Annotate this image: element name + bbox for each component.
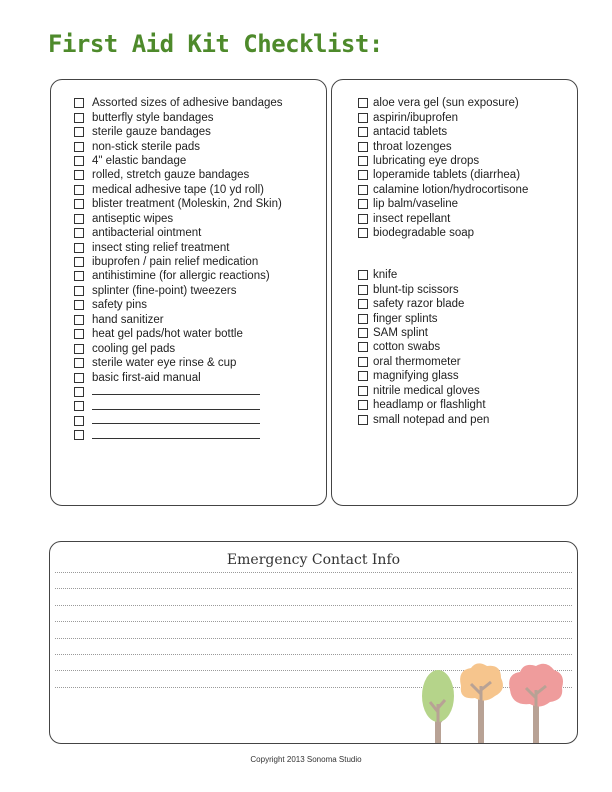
right-checklist-box xyxy=(331,79,578,506)
checklist-item-label: insect repellant xyxy=(373,212,451,225)
checklist-item xyxy=(358,96,528,110)
checklist-item-label: antacid tablets xyxy=(373,126,448,139)
left-checklist-box xyxy=(50,79,327,506)
checklist-item-label: throat lozenges xyxy=(373,140,452,153)
checklist-item xyxy=(74,313,283,327)
checklist-item-label: 4" elastic bandage xyxy=(92,154,187,167)
checklist-item xyxy=(358,398,489,412)
checklist-item xyxy=(74,240,283,254)
copyright-text: Copyright 2013 Sonoma Studio xyxy=(250,755,362,764)
checkbox[interactable] xyxy=(74,228,84,238)
checkbox[interactable] xyxy=(74,243,84,253)
checklist-item-label: aloe vera gel (sun exposure) xyxy=(373,97,519,110)
checkbox[interactable] xyxy=(74,286,84,296)
checkbox[interactable] xyxy=(358,98,368,108)
checklist-item-label: ibuprofen / pain relief medication xyxy=(92,256,259,269)
checklist-item xyxy=(358,183,528,197)
checklist-item-label: small notepad and pen xyxy=(373,413,490,426)
writing-line[interactable] xyxy=(55,588,572,589)
checklist-item-label: non-stick sterile pads xyxy=(92,140,201,153)
checklist-item-label: SAM splint xyxy=(373,326,428,339)
checkbox[interactable] xyxy=(74,358,84,368)
checklist-item-label: sterile water eye rinse & cup xyxy=(92,357,237,370)
writing-line[interactable] xyxy=(55,605,572,606)
checkbox[interactable] xyxy=(358,170,368,180)
checklist-item xyxy=(74,110,283,124)
checkbox[interactable] xyxy=(358,185,368,195)
checklist-item xyxy=(358,326,489,340)
checkbox[interactable] xyxy=(74,401,84,411)
checkbox[interactable] xyxy=(358,113,368,123)
checklist-item xyxy=(358,297,489,311)
checkbox[interactable] xyxy=(74,387,84,397)
checklist-item-label: biodegradable soap xyxy=(373,227,475,240)
checklist-item-label: heat gel pads/hot water bottle xyxy=(92,328,243,341)
checklist-item-label: cooling gel pads xyxy=(92,342,176,355)
checklist-item xyxy=(74,197,283,211)
checklist-item xyxy=(74,226,283,240)
checklist-item xyxy=(74,341,283,355)
checkbox[interactable] xyxy=(74,373,84,383)
checklist-item-label: aspirin/ibuprofen xyxy=(373,111,459,124)
checklist-item-label: safety razor blade xyxy=(373,298,465,311)
checklist-item-label: blister treatment (Moleskin, 2nd Skin) xyxy=(92,198,282,211)
checklist-item-label: lip balm/vaseline xyxy=(373,198,459,211)
checkbox[interactable] xyxy=(74,329,84,339)
checklist-item xyxy=(74,356,283,370)
checklist-item xyxy=(358,268,489,282)
checklist-item-label: sterile gauze bandages xyxy=(92,126,211,139)
checkbox[interactable] xyxy=(358,199,368,209)
checklist-item-label: splinter (fine-point) tweezers xyxy=(92,284,237,297)
checklist-item xyxy=(74,168,283,182)
checkbox[interactable] xyxy=(74,315,84,325)
checkbox[interactable] xyxy=(358,357,368,367)
checkbox[interactable] xyxy=(74,416,84,426)
checkbox[interactable] xyxy=(358,342,368,352)
checkbox[interactable] xyxy=(358,228,368,238)
checklist-item xyxy=(358,197,528,211)
left-checklist xyxy=(74,96,283,443)
checkbox[interactable] xyxy=(358,127,368,137)
checkbox[interactable] xyxy=(74,271,84,281)
checklist-item xyxy=(74,96,283,110)
tools-checklist xyxy=(358,268,489,427)
checkbox[interactable] xyxy=(358,270,368,280)
checklist-item-label: hand sanitizer xyxy=(92,313,164,326)
checklist-item xyxy=(74,284,283,298)
checkbox[interactable] xyxy=(74,127,84,137)
checklist-item xyxy=(358,311,489,325)
green-tree-icon xyxy=(420,656,455,744)
checkbox[interactable] xyxy=(74,214,84,224)
checklist-item-label: rolled, stretch gauze bandages xyxy=(92,169,250,182)
checkbox[interactable] xyxy=(358,285,368,295)
checklist-item-label: insect sting relief treatment xyxy=(92,241,230,254)
checkbox[interactable] xyxy=(74,156,84,166)
checklist-item-label: calamine lotion/hydrocortisone xyxy=(373,183,529,196)
checkbox[interactable] xyxy=(74,344,84,354)
checklist-item xyxy=(74,139,283,153)
checkbox[interactable] xyxy=(74,170,84,180)
checklist-item xyxy=(74,298,283,312)
blank-write-in-line[interactable] xyxy=(92,430,260,439)
checklist-item xyxy=(358,125,528,139)
checklist-item-label: butterfly style bandages xyxy=(92,111,214,124)
writing-line[interactable] xyxy=(55,654,572,655)
checkbox[interactable] xyxy=(74,98,84,108)
checklist-item xyxy=(358,139,528,153)
checkbox[interactable] xyxy=(358,415,368,425)
checklist-item xyxy=(74,327,283,341)
checklist-item xyxy=(358,168,528,182)
blank-checklist-item xyxy=(74,414,283,428)
checkbox[interactable] xyxy=(358,386,368,396)
checkbox[interactable] xyxy=(358,299,368,309)
checklist-item-label: antiseptic wipes xyxy=(92,212,174,225)
checklist-item-label: oral thermometer xyxy=(373,355,461,368)
emergency-contact-box xyxy=(49,541,578,744)
checklist-item xyxy=(358,384,489,398)
writing-line[interactable] xyxy=(55,572,572,573)
checklist-item-label: magnifying glass xyxy=(373,370,459,383)
checkbox[interactable] xyxy=(74,300,84,310)
checklist-item xyxy=(74,212,283,226)
checklist-item-label: nitrile medical gloves xyxy=(373,384,480,397)
checkbox[interactable] xyxy=(358,328,368,338)
checklist-item xyxy=(358,226,528,240)
page-title: First Aid Kit Checklist: xyxy=(48,30,383,58)
checkbox[interactable] xyxy=(74,185,84,195)
checklist-item-label: finger splints xyxy=(373,312,438,325)
writing-line[interactable] xyxy=(55,638,572,639)
checklist-item-label: antihistimine (for allergic reactions) xyxy=(92,270,270,283)
checklist-item-label: blunt-tip scissors xyxy=(373,283,459,296)
checklist-item-label: loperamide tablets (diarrhea) xyxy=(373,169,521,182)
checklist-item xyxy=(358,282,489,296)
checklist-item-label: safety pins xyxy=(92,299,147,312)
checkbox[interactable] xyxy=(358,142,368,152)
checklist-item xyxy=(358,369,489,383)
checklist-item xyxy=(358,340,489,354)
checkbox[interactable] xyxy=(74,199,84,209)
checklist-item xyxy=(74,255,283,269)
checklist-item xyxy=(358,110,528,124)
blank-checklist-item xyxy=(74,385,283,399)
checklist-item xyxy=(74,183,283,197)
checklist-item xyxy=(74,370,283,384)
checklist-item-label: medical adhesive tape (10 yd roll) xyxy=(92,183,264,196)
checkbox[interactable] xyxy=(358,214,368,224)
checkbox[interactable] xyxy=(74,113,84,123)
checklist-item-label: basic first-aid manual xyxy=(92,371,201,384)
checklist-item xyxy=(358,154,528,168)
emergency-contact-title: Emergency Contact Info xyxy=(226,552,401,568)
checkbox[interactable] xyxy=(358,400,368,410)
checklist-item xyxy=(74,269,283,283)
checklist-item-label: antibacterial ointment xyxy=(92,227,202,240)
blank-checklist-item xyxy=(74,399,283,413)
medications-checklist xyxy=(358,96,528,240)
checklist-item xyxy=(358,355,489,369)
checkbox[interactable] xyxy=(358,371,368,381)
blank-write-in-line[interactable] xyxy=(92,415,260,424)
checkbox[interactable] xyxy=(358,156,368,166)
checkbox[interactable] xyxy=(74,430,84,440)
blank-write-in-line[interactable] xyxy=(92,386,260,395)
checklist-item xyxy=(74,154,283,168)
checkbox[interactable] xyxy=(74,142,84,152)
writing-line[interactable] xyxy=(55,621,572,622)
checkbox[interactable] xyxy=(74,257,84,267)
checkbox[interactable] xyxy=(358,314,368,324)
checklist-item-label: headlamp or flashlight xyxy=(373,399,486,412)
orange-tree-icon xyxy=(455,660,507,744)
blank-checklist-item xyxy=(74,428,283,442)
checklist-item-label: Assorted sizes of adhesive bandages xyxy=(92,97,283,110)
checklist-item xyxy=(358,412,489,426)
checklist-item-label: knife xyxy=(373,269,398,282)
checklist-item xyxy=(74,125,283,139)
checklist-item xyxy=(358,212,528,226)
checklist-item-label: lubricating eye drops xyxy=(373,154,480,167)
red-tree-icon xyxy=(506,660,566,744)
blank-write-in-line[interactable] xyxy=(92,401,260,410)
checklist-item-label: cotton swabs xyxy=(373,341,441,354)
